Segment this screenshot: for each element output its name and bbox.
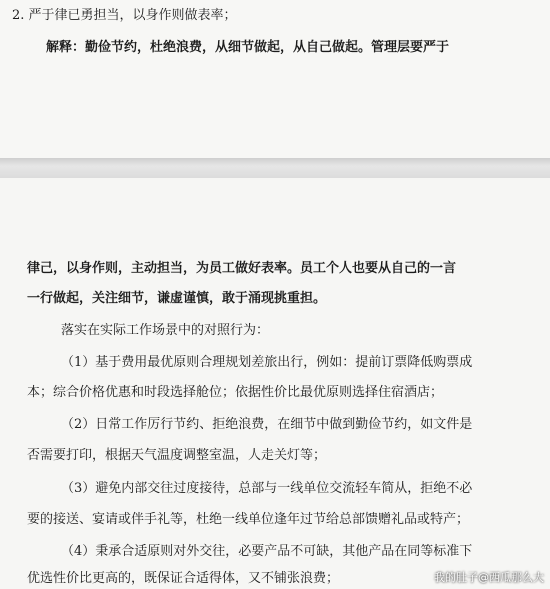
watermark-text: 我的肚子@西瓜那么大 <box>434 571 544 584</box>
paragraph-line: 律己，以身作则，主动担当，为员工做好表率。员工个人也要从自己的一言 <box>27 261 457 276</box>
list-item-line: 优选性价比更高的，既保证合适得体，又不铺张浪费； <box>27 571 340 586</box>
list-item-line: 要的接送、宴请或伴手礼等，杜绝一线单位逢年过节给总部馈赠礼品或特产； <box>27 512 470 527</box>
document-page-bottom <box>0 178 550 589</box>
list-item-line: 否需要打印，根据天气温度调整室温，人走关灯等； <box>27 448 327 463</box>
intro-line: 落实在实际工作场景中的对照行为： <box>61 323 270 338</box>
list-item-line: （2）日常工作厉行节约、拒绝浪费，在细节中做到勤俭节约，如文件是 <box>61 417 473 432</box>
document-page-top <box>0 0 550 158</box>
explanation-line: 解释：勤俭节约，杜绝浪费，从细节做起，从自己做起。管理层要严于 <box>46 40 450 55</box>
list-item-line: 本；综合价格优惠和时段选择舱位；依据性价比最优原则选择住宿酒店； <box>27 385 444 400</box>
list-item-line: （4）秉承合适原则对外交往，必要产品不可缺，其他产品在同等标准下 <box>61 544 473 559</box>
paragraph-line: 一行做起，关注细节，谦虚谨慎，敢于涌现挑重担。 <box>27 291 327 306</box>
list-item-line: （3）避免内部交往过度接待，总部与一线单位交流轻车简从，拒绝不必 <box>61 481 473 496</box>
section-heading: 2. 严于律已勇担当，以身作则做表率； <box>12 8 237 23</box>
list-item-line: （1）基于费用最优原则合理规划差旅出行，例如：提前订票降低购票成 <box>61 355 473 370</box>
page-separator <box>0 158 550 178</box>
